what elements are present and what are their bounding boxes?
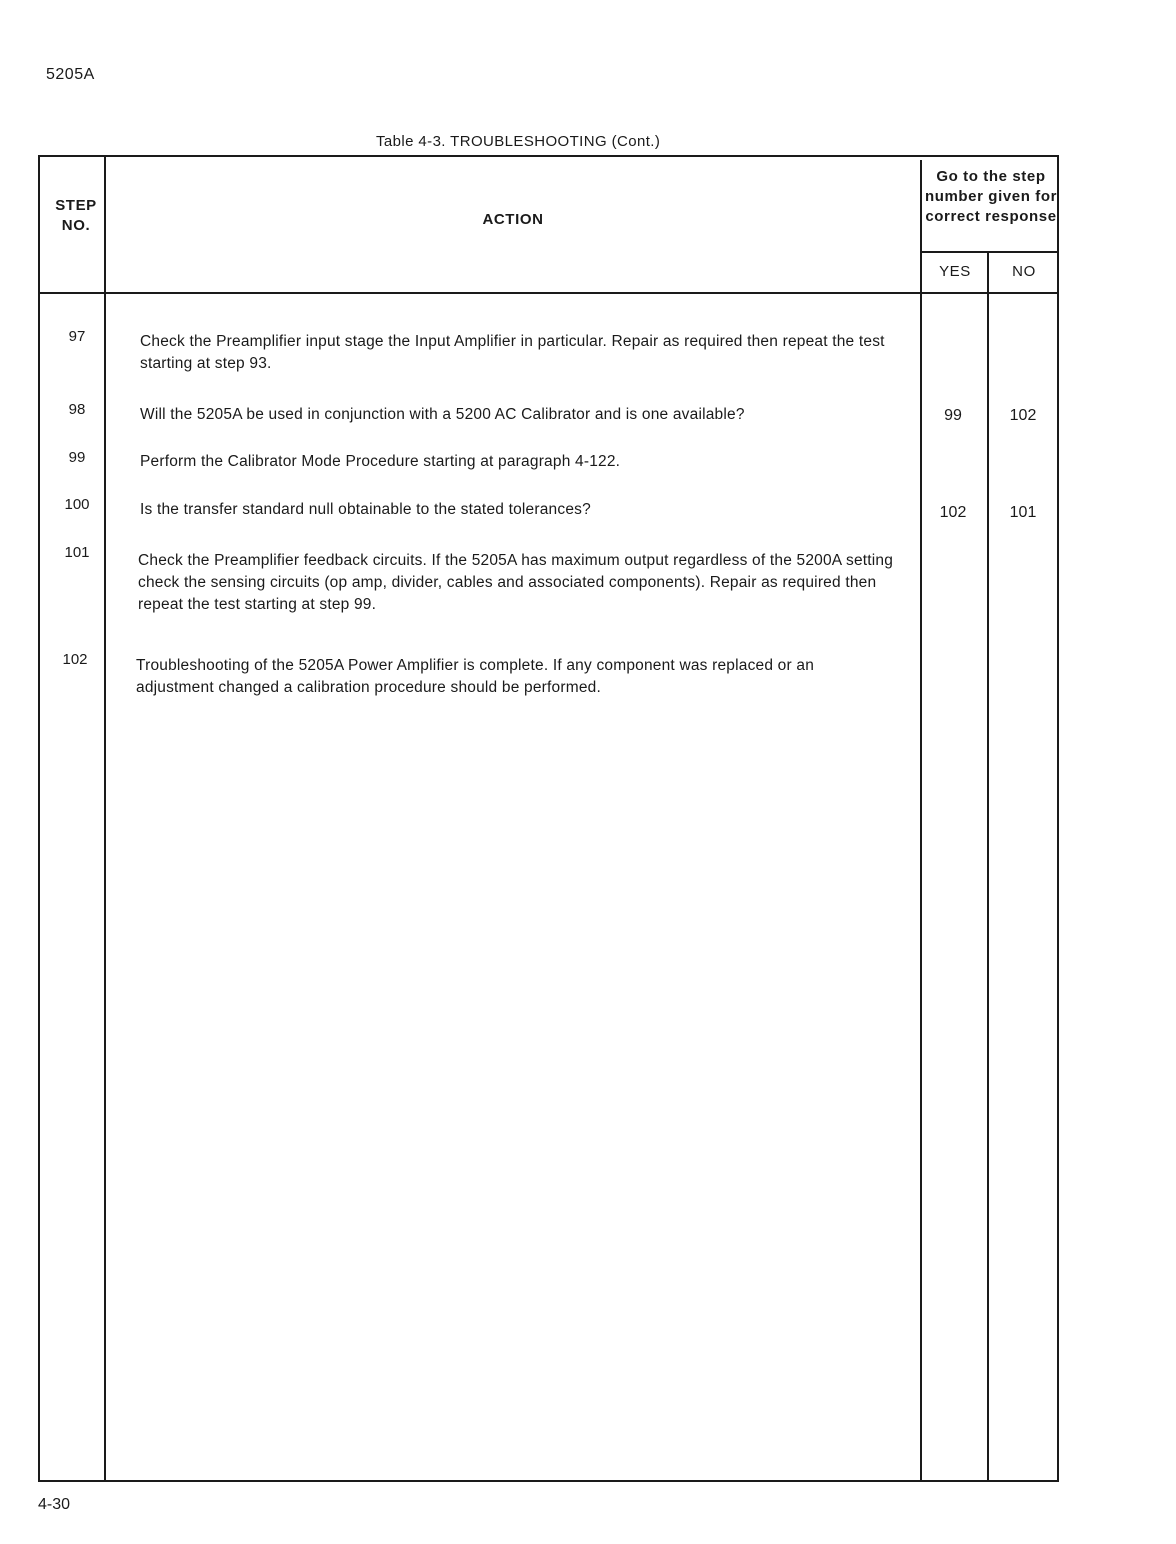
- action-text: Troubleshooting of the 5205A Power Amplifier is complete. If any component was replaced or an adjustment changed a calibration procedure should be performed.: [136, 657, 815, 696]
- yes-no-divider: [987, 251, 989, 1482]
- action-header: ACTION: [482, 211, 544, 228]
- action-text: Is the transfer standard null obtainable to the stated tolerances?: [140, 501, 591, 518]
- no-goto-value: 102: [1009, 407, 1037, 424]
- no-goto-value: 101: [1009, 504, 1037, 521]
- header-bottom-line: [38, 292, 1059, 294]
- step-number: 100: [64, 496, 90, 513]
- action-text: Perform the Calibrator Mode Procedure starting at paragraph 4-122.: [140, 453, 621, 470]
- yes-goto-value: 99: [944, 407, 962, 424]
- goto-subheader-line: [920, 251, 1059, 253]
- step-number: 99: [68, 449, 86, 466]
- no-header: NO: [1012, 263, 1036, 280]
- step-no-header: STEP NO.: [55, 197, 97, 234]
- step-number: 102: [62, 651, 88, 668]
- step-column-divider: [104, 155, 106, 1482]
- action-text: Will the 5205A be used in conjunction with a 5200 AC Calibrator and is one available?: [140, 406, 745, 423]
- step-number: 101: [64, 544, 90, 561]
- yes-header: YES: [939, 263, 971, 280]
- step-number: 98: [68, 401, 86, 418]
- document-model-number: 5205A: [46, 66, 95, 83]
- action-text: Check the Preamplifier feedback circuits. If the 5205A has maximum output regardless of the 5200A setting check the sensing circuits (op amp, divider, cables and associated components). Repair as required then repeat the test starting at step 99.: [138, 552, 894, 613]
- table-title: Table 4-3. TROUBLESHOOTING (Cont.): [376, 133, 661, 150]
- page-number: 4-30: [38, 1496, 71, 1513]
- action-column-divider: [920, 160, 922, 1482]
- action-text: Check the Preamplifier input stage the Input Amplifier in particular. Repair as required then repeat the test starting at step 93.: [140, 333, 885, 372]
- goto-header: Go to the step number given for correct response: [924, 168, 1058, 225]
- step-number: 97: [68, 328, 86, 345]
- yes-goto-value: 102: [939, 504, 967, 521]
